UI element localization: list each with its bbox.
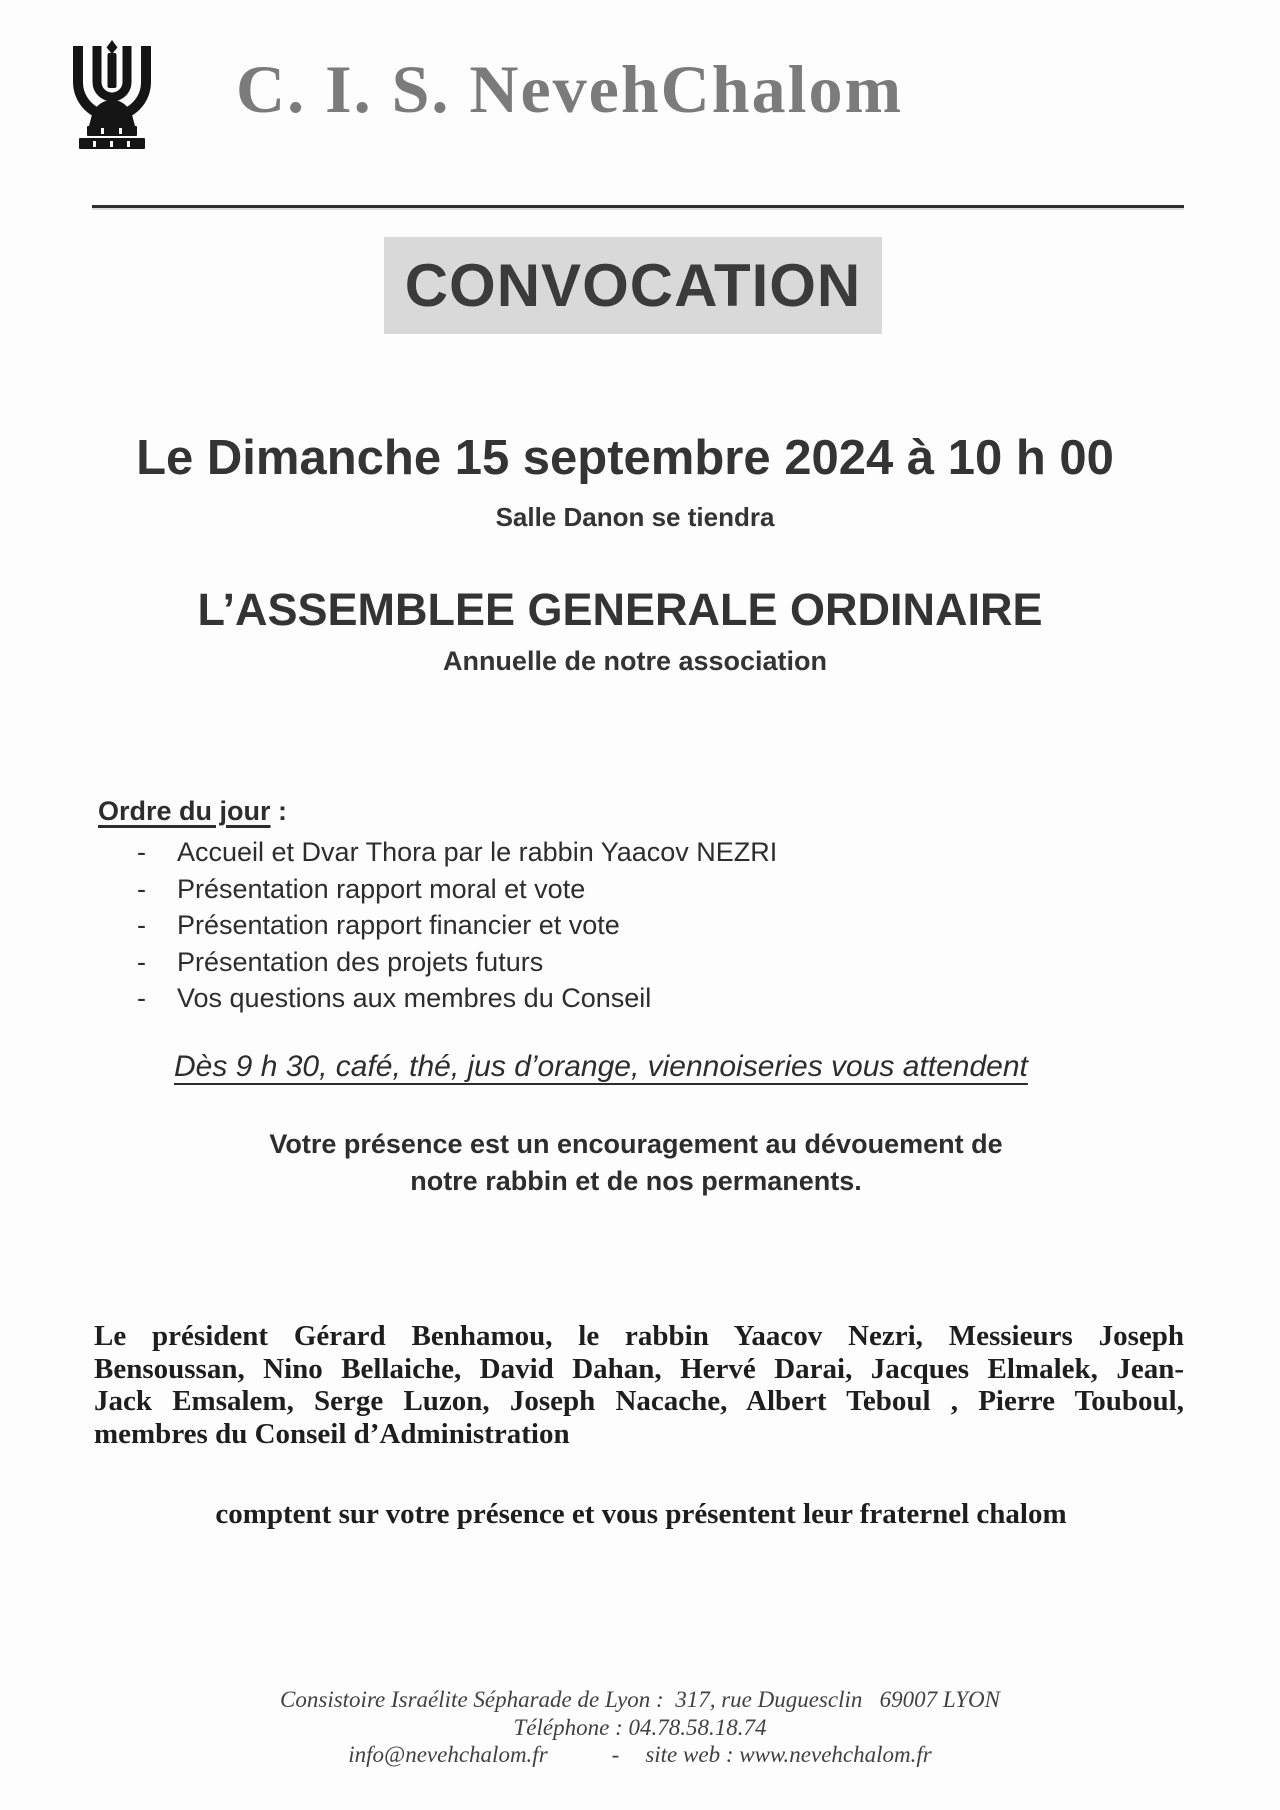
board-line: Le président Gérard Benhamou, le rabbin Yaacov Nezri, Messieurs Joseph xyxy=(94,1320,1184,1352)
agenda-heading xyxy=(98,796,287,827)
board-line: membres du Conseil d’Administration xyxy=(94,1417,570,1450)
footer-contact-block xyxy=(0,1686,1280,1769)
bullet-dash: - xyxy=(137,837,146,867)
agenda-item xyxy=(0,944,1100,981)
bullet-dash: - xyxy=(137,873,146,904)
document-title: CONVOCATION xyxy=(384,237,882,334)
agenda-item xyxy=(0,871,1100,908)
agenda-item-text: Présentation rapport financier et vote xyxy=(177,910,620,940)
header-divider xyxy=(92,205,1184,208)
agenda-list xyxy=(0,834,1100,1017)
agenda-item-text: Présentation rapport moral et vote xyxy=(177,873,586,904)
board-members-paragraph xyxy=(94,1320,1184,1450)
assembly-subtitle: Annuelle de notre association xyxy=(442,646,828,676)
footer-web-line xyxy=(0,1741,1280,1769)
agenda-item xyxy=(0,834,1100,871)
footer-address: Consistoire Israélite Sépharade de Lyon : 317, rue Duguesclin 69007 LYON xyxy=(280,1687,1000,1712)
event-date-heading: Le Dimanche 15 septembre 2024 à 10 h 00 xyxy=(136,431,1114,485)
footer-website: site web : www.nevehchalom.fr xyxy=(645,1742,932,1767)
organization-name: C. I. S. NevehChalom xyxy=(236,51,904,127)
bullet-dash: - xyxy=(137,946,146,977)
agenda-heading-label: Ordre du jour xyxy=(98,796,271,826)
footer-separator: - xyxy=(611,1742,620,1767)
event-location: Salle Danon se tiendra xyxy=(495,502,775,532)
bullet-dash: - xyxy=(137,983,146,1013)
closing-sentence: comptent sur votre présence et vous présentent leur fraternel chalom xyxy=(215,1498,1067,1530)
agenda-item-text: Accueil et Dvar Thora par le rabbin Yaacov NEZRI xyxy=(177,837,778,867)
bullet-dash: - xyxy=(137,910,146,940)
encouragement-line2: notre rabbin et de nos permanents. xyxy=(410,1166,862,1196)
footer-phone: Téléphone : 04.78.58.18.74 xyxy=(513,1714,767,1740)
board-line: Jack Emsalem, Serge Luzon, Joseph Nacache, Albert Teboul , Pierre Touboul, xyxy=(94,1385,1184,1417)
board-line: Bensoussan, Nino Bellaiche, David Dahan, Hervé Darai, Jacques Elmalek, Jean- xyxy=(94,1352,1184,1385)
refreshments-note: Dès 9 h 30, café, thé, jus d’orange, viennoiseries vous attendent xyxy=(174,1050,1028,1083)
agenda-item-text: Vos questions aux membres du Conseil xyxy=(177,983,652,1013)
agenda-heading-colon: : xyxy=(270,796,288,826)
footer-email: info@nevehchalom.fr xyxy=(348,1742,548,1767)
encouragement-line1: Votre présence est un encouragement au dévouement de xyxy=(269,1129,1003,1159)
menorah-logo-icon xyxy=(60,40,164,152)
agenda-item xyxy=(0,907,1100,944)
agenda-item xyxy=(0,980,1100,1017)
encouragement-note xyxy=(0,1126,1272,1200)
assembly-title: L’ASSEMBLEE GENERALE ORDINAIRE xyxy=(197,584,1043,635)
agenda-item-text: Présentation des projets futurs xyxy=(177,946,544,977)
